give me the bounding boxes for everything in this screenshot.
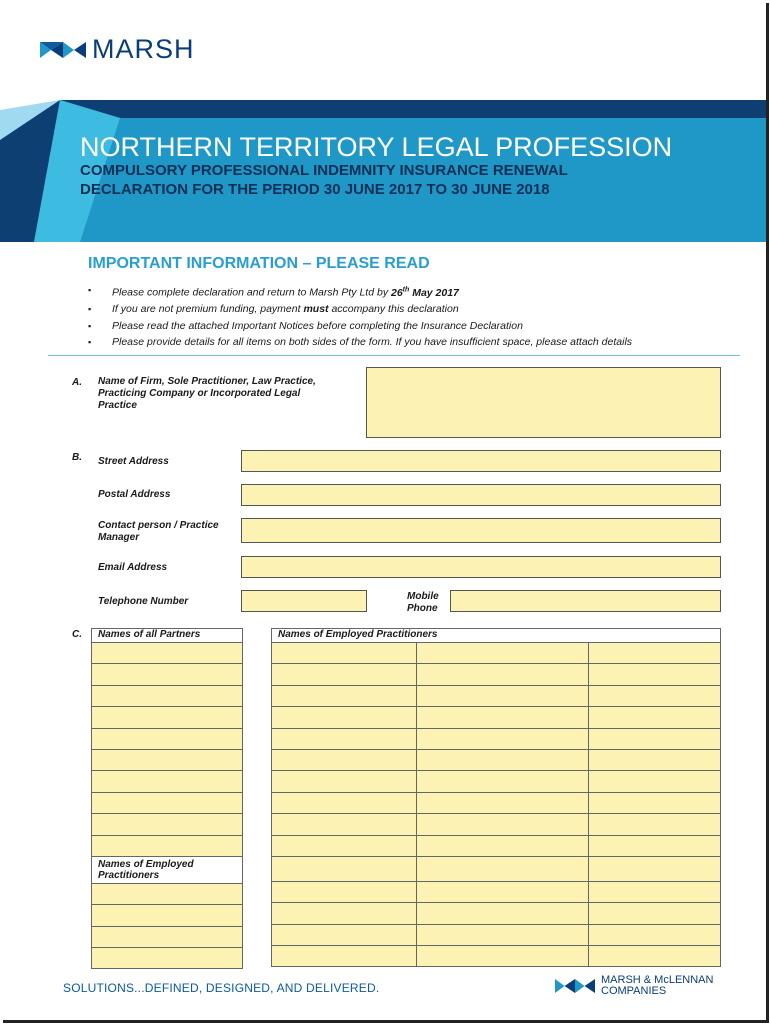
employed-row[interactable] [92, 948, 243, 969]
contact-person-label [98, 520, 219, 544]
divider [48, 355, 740, 356]
partner-row[interactable] [92, 707, 243, 728]
email-address-label: Email Address [98, 562, 168, 573]
grid-cell[interactable] [417, 792, 589, 813]
important-heading: IMPORTANT INFORMATION – PLEASE READ [88, 255, 430, 272]
grid-cell[interactable] [589, 856, 721, 881]
grid-cell[interactable] [589, 814, 721, 835]
mmc-name [601, 975, 713, 997]
deadline-month: May 2017 [409, 286, 459, 299]
grid-cell[interactable] [272, 856, 417, 881]
grid-cell[interactable] [589, 792, 721, 813]
grid-cell[interactable] [589, 946, 721, 967]
label-line: Practicing Company or Incorporated Legal [98, 388, 301, 399]
grid-cell[interactable] [589, 664, 721, 685]
grid-cell[interactable] [272, 946, 417, 967]
mmc-line-2: COMPANIES [601, 985, 667, 997]
grid-cell[interactable] [272, 728, 417, 749]
grid-cell[interactable] [589, 771, 721, 792]
bullet-notices: ▪ Please read the attached Important Notices before completing the Insurance Declaration [88, 318, 632, 335]
mmc-line-1: MARSH & McLENNAN [601, 974, 714, 986]
partner-row[interactable] [92, 814, 243, 835]
partner-row[interactable] [92, 792, 243, 813]
partners-table [91, 628, 243, 969]
street-address-field[interactable] [241, 450, 721, 472]
bullet-text: If you are not premium funding, payment [112, 303, 304, 315]
grid-cell[interactable] [272, 792, 417, 813]
grid-cell[interactable] [272, 664, 417, 685]
grid-cell[interactable] [589, 643, 721, 664]
grid-cell[interactable] [589, 903, 721, 924]
subtitle-line-2: DECLARATION FOR THE PERIOD 30 JUNE 2017 TO 30 JUNE 2018 [80, 181, 550, 198]
employed-practitioners-table [271, 628, 721, 967]
grid-cell[interactable] [272, 903, 417, 924]
grid-cell[interactable] [272, 771, 417, 792]
grid-cell[interactable] [272, 685, 417, 706]
grid-cell[interactable] [417, 814, 589, 835]
grid-cell[interactable] [417, 685, 589, 706]
grid-cell[interactable] [417, 749, 589, 770]
telephone-field[interactable] [241, 590, 367, 612]
grid-cell[interactable] [417, 881, 589, 902]
partner-row[interactable] [92, 643, 243, 664]
grid-cell[interactable] [589, 749, 721, 770]
marsh-logo-icon [40, 38, 86, 62]
label-line: Mobile [407, 591, 439, 602]
grid-cell[interactable] [417, 835, 589, 856]
bullet-text: Please complete declaration and return to Marsh Pty Ltd by [112, 286, 391, 299]
label-line: Practitioners [98, 869, 160, 881]
street-address-label: Street Address [98, 456, 169, 467]
section-a-letter: A. [72, 377, 82, 388]
partners-header: Names of all Partners [92, 629, 243, 643]
employed-row[interactable] [92, 883, 243, 904]
partner-row[interactable] [92, 835, 243, 856]
grid-cell[interactable] [589, 685, 721, 706]
grid-cell[interactable] [272, 643, 417, 664]
section-c-letter: C. [72, 629, 82, 640]
bullet-deadline [88, 282, 632, 301]
page-title: NORTHERN TERRITORY LEGAL PROFESSION [80, 132, 673, 162]
grid-cell[interactable] [417, 643, 589, 664]
grid-cell[interactable] [272, 924, 417, 945]
telephone-label: Telephone Number [98, 596, 189, 607]
bullet-payment [88, 301, 632, 318]
label-line: Manager [98, 532, 140, 543]
grid-cell[interactable] [417, 856, 589, 881]
employed-header: Names of Employed Practitioners [272, 629, 721, 643]
mmc-logo [555, 975, 713, 997]
grid-cell[interactable] [589, 924, 721, 945]
label-line: Practice [98, 400, 137, 411]
partner-row[interactable] [92, 771, 243, 792]
grid-cell[interactable] [272, 707, 417, 728]
grid-cell[interactable] [589, 707, 721, 728]
label-line: Name of Firm, Sole Practitioner, Law Practice, [98, 376, 316, 387]
grid-cell[interactable] [589, 728, 721, 749]
grid-cell[interactable] [417, 946, 589, 967]
bullet-details: ▪ Please provide details for all items on both sides of the form. If you have insufficient space, please attach details [88, 334, 632, 351]
employed-row[interactable] [92, 905, 243, 926]
mobile-phone-label [407, 591, 439, 613]
mobile-phone-field[interactable] [450, 590, 721, 612]
label-line: Names of Employed [98, 858, 194, 870]
contact-person-field[interactable] [241, 518, 721, 543]
postal-address-label: Postal Address [98, 489, 171, 500]
grid-cell[interactable] [417, 664, 589, 685]
marsh-logo [40, 34, 195, 65]
info-bullets [88, 282, 632, 351]
deadline-day: 26 [390, 286, 403, 299]
label-line: Phone [407, 603, 438, 613]
grid-cell[interactable] [272, 814, 417, 835]
grid-cell[interactable] [272, 881, 417, 902]
partner-row[interactable] [92, 728, 243, 749]
deadline-suffix: th [402, 286, 410, 293]
grid-cell[interactable] [417, 728, 589, 749]
bullet-text: accompany this declaration [328, 303, 459, 315]
brand-name: MARSH [92, 34, 195, 64]
label-line: Contact person / Practice [98, 520, 219, 531]
email-address-field[interactable] [241, 556, 721, 578]
grid-cell[interactable] [417, 924, 589, 945]
grid-cell[interactable] [417, 707, 589, 728]
partner-row[interactable] [92, 749, 243, 770]
grid-cell[interactable] [589, 881, 721, 902]
grid-cell[interactable] [417, 771, 589, 792]
postal-address-field[interactable] [241, 484, 721, 506]
grid-cell[interactable] [589, 835, 721, 856]
grid-cell[interactable] [417, 903, 589, 924]
page-subtitle [80, 161, 568, 199]
emphasis-must: must [303, 303, 329, 315]
firm-name-label [98, 376, 316, 412]
partner-row[interactable] [92, 685, 243, 706]
grid-cell[interactable] [272, 835, 417, 856]
employed-row[interactable] [92, 926, 243, 947]
footer-tagline: SOLUTIONS...DEFINED, DESIGNED, AND DELIVERED. [63, 981, 380, 995]
grid-cell[interactable] [272, 749, 417, 770]
subtitle-line-1: COMPULSORY PROFESSIONAL INDEMNITY INSURANCE RENEWAL [80, 162, 568, 179]
firm-name-field[interactable] [366, 367, 721, 438]
partner-row[interactable] [92, 664, 243, 685]
employed-sub-header [92, 856, 243, 883]
mmc-logo-icon [555, 975, 595, 997]
section-b-letter: B. [72, 452, 82, 463]
